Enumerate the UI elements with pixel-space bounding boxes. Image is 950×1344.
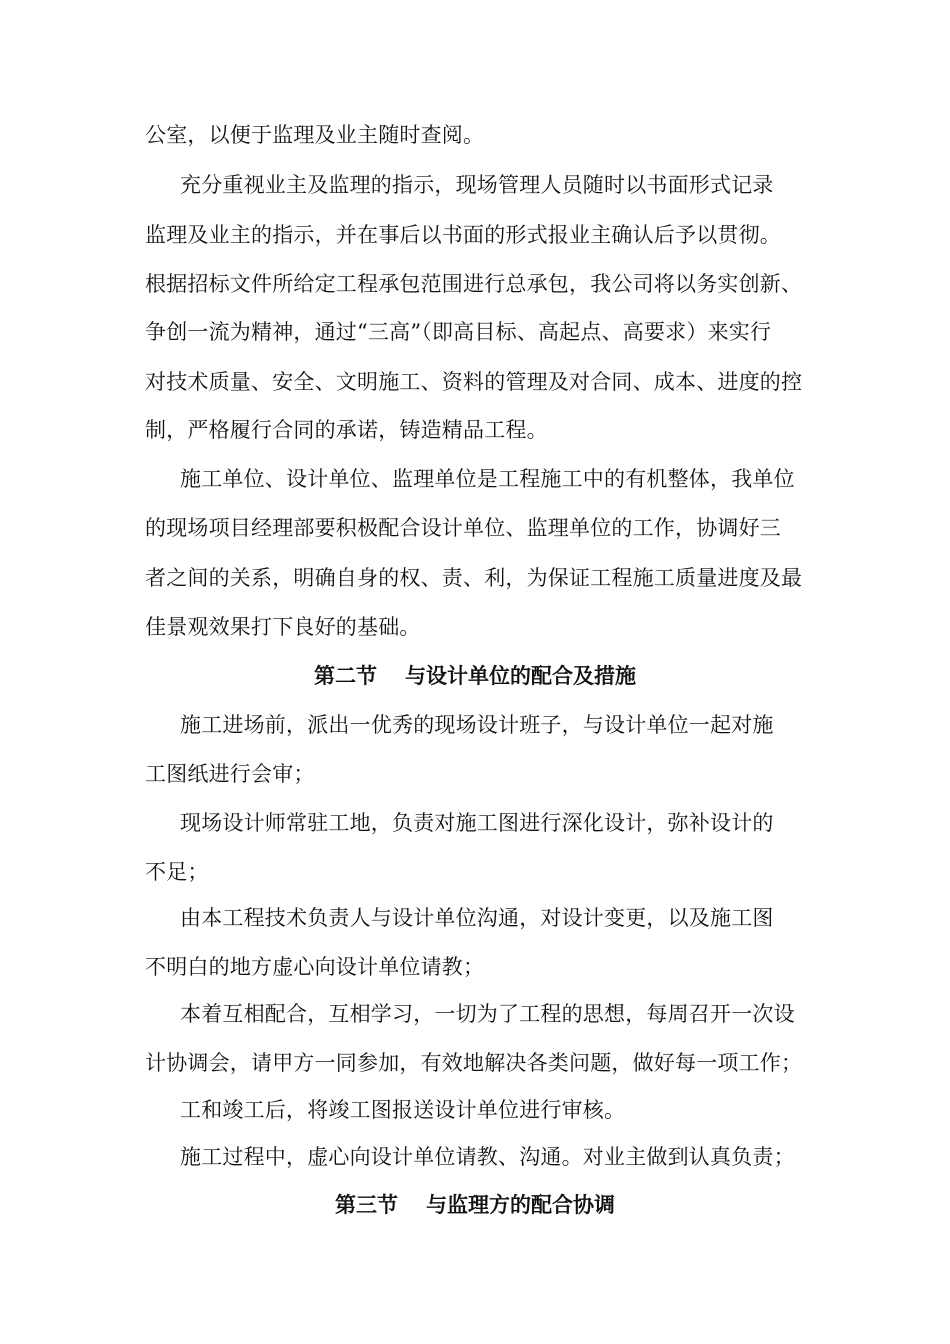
section-heading bbox=[0, 1185, 950, 1225]
paragraph-line bbox=[0, 994, 950, 1034]
section-heading bbox=[0, 656, 950, 696]
paragraph-line bbox=[0, 1090, 950, 1130]
paragraph-line bbox=[0, 754, 950, 794]
section-number: 第二节 bbox=[314, 664, 377, 688]
paragraph-line bbox=[0, 362, 950, 402]
paragraph-line bbox=[0, 705, 950, 745]
paragraph-line bbox=[0, 459, 950, 499]
paragraph-line bbox=[0, 1043, 950, 1083]
text: 对技术质量、安全、文明施工、资料的管理及对合同、成本、进度的控 bbox=[145, 370, 803, 394]
text: 佳景观效果打下良好的基础。 bbox=[145, 615, 421, 639]
paragraph-line bbox=[0, 165, 950, 205]
text: 施工进场前，派出一优秀的现场设计班子，与设计单位一起对施 bbox=[180, 713, 774, 737]
paragraph-line bbox=[0, 607, 950, 647]
text: 工图纸进行会审； bbox=[145, 762, 315, 786]
section-number: 第三节 bbox=[335, 1193, 398, 1217]
paragraph-line bbox=[0, 508, 950, 548]
text: 不足； bbox=[145, 860, 209, 884]
text: 公室，以便于监理及业主随时查阅。 bbox=[145, 123, 485, 147]
text: 现场设计师常驻工地，负责对施工图进行深化设计，弥补设计的 bbox=[180, 811, 774, 835]
text: 计协调会，请甲方一同参加，有效地解决各类问题，做好每一项工作； bbox=[145, 1051, 803, 1075]
section-title: 与设计单位的配合及措施 bbox=[405, 664, 636, 688]
text: 监理及业主的指示，并在事后以书面的形式报业主确认后予以贯彻。 bbox=[145, 223, 781, 247]
text: 工和竣工后，将竣工图报送设计单位进行审核。 bbox=[180, 1098, 626, 1122]
text: 充分重视业主及监理的指示，现场管理人员随时以书面形式记录 bbox=[180, 173, 774, 197]
text: 由本工程技术负责人与设计单位沟通，对设计变更，以及施工图 bbox=[180, 906, 774, 930]
paragraph-line bbox=[0, 1137, 950, 1177]
text: 的现场项目经理部要积极配合设计单位、监理单位的工作，协调好三 bbox=[145, 516, 781, 540]
paragraph-line bbox=[0, 558, 950, 598]
text: 争创一流为精神，通过“三高”（即高目标、高起点、高要求）来实行 bbox=[145, 320, 772, 344]
text: 制，严格履行合同的承诺，铸造精品工程。 bbox=[145, 418, 548, 442]
paragraph-line bbox=[0, 947, 950, 987]
paragraph-line bbox=[0, 312, 950, 352]
paragraph-line bbox=[0, 410, 950, 450]
text: 本着互相配合，互相学习，一切为了工程的思想，每周召开一次设 bbox=[180, 1002, 795, 1026]
text: 施工过程中，虚心向设计单位请教、沟通。对业主做到认真负责； bbox=[180, 1145, 795, 1169]
text: 施工单位、设计单位、监理单位是工程施工中的有机整体，我单位 bbox=[180, 467, 795, 491]
text: 者之间的关系，明确自身的权、责、利，为保证工程施工质量进度及最 bbox=[145, 566, 803, 590]
paragraph-line bbox=[0, 215, 950, 255]
paragraph-line bbox=[0, 898, 950, 938]
text: 不明白的地方虚心向设计单位请教； bbox=[145, 955, 485, 979]
paragraph-line bbox=[0, 264, 950, 304]
section-title: 与监理方的配合协调 bbox=[426, 1193, 615, 1217]
text: 根据招标文件所给定工程承包范围进行总承包，我公司将以务实创新、 bbox=[145, 272, 803, 296]
paragraph-line bbox=[0, 803, 950, 843]
paragraph-line bbox=[0, 852, 950, 892]
paragraph-line bbox=[0, 115, 950, 155]
